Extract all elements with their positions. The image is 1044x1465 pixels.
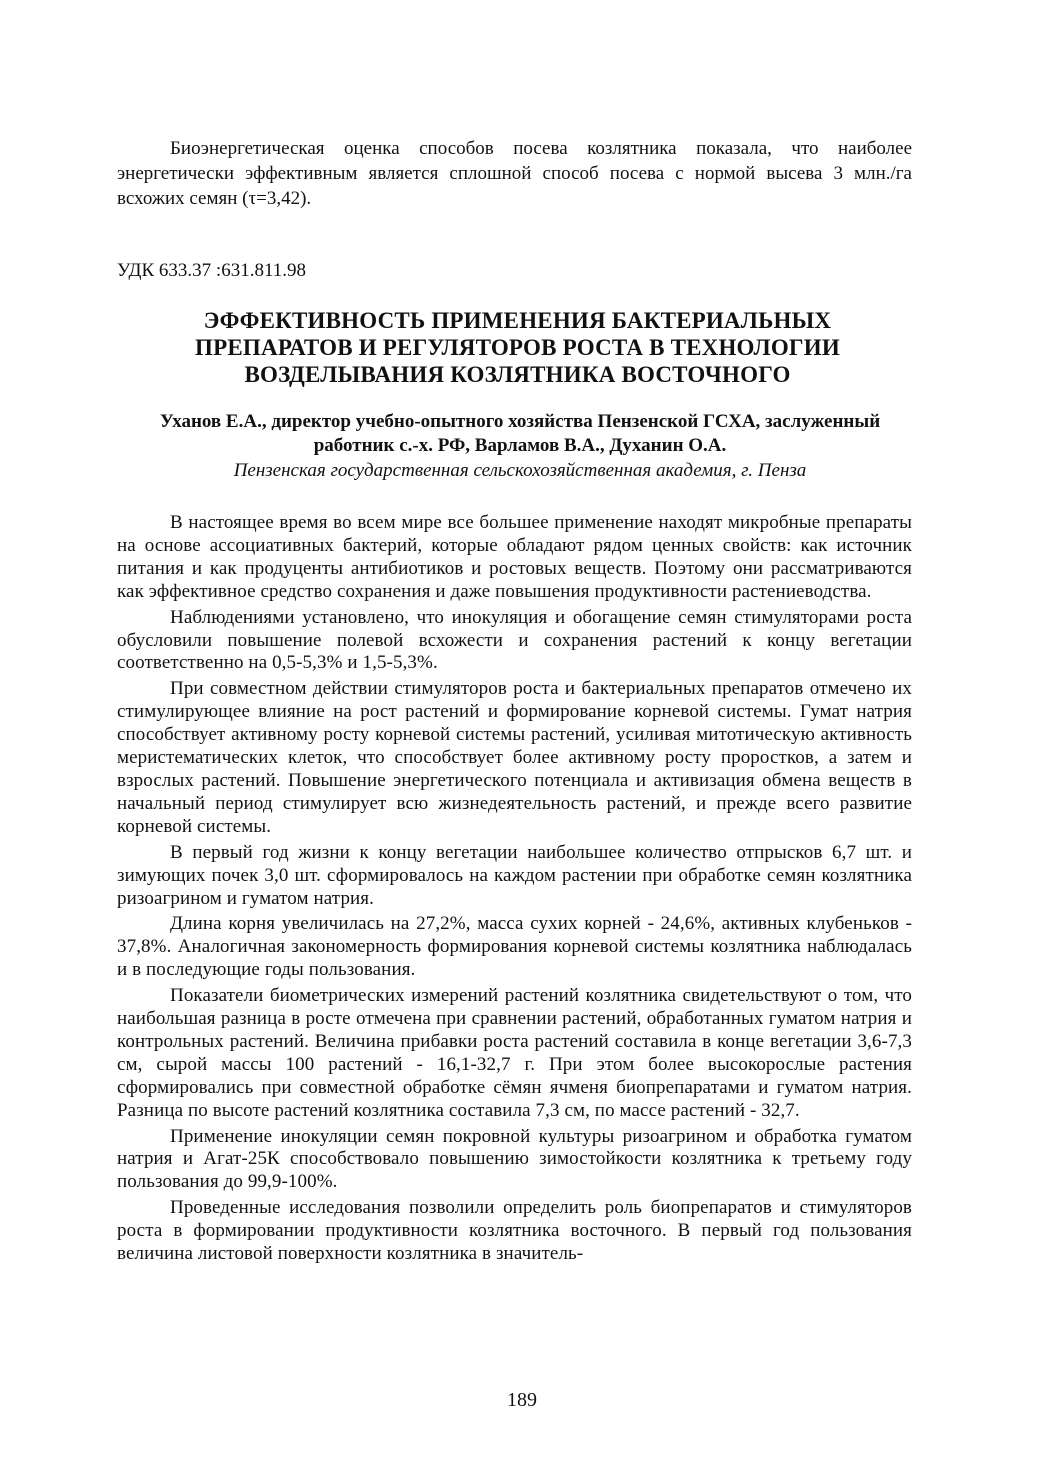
body-paragraph: Показатели биометрических измерений растений козлятника свидетельствуют о том, что наибольшая разница в росте отмечена при сравнении растений, обработанных гуматом натрия и контрольных растений. Величина прибавки роста растений составила в конце вегетации 3,6-7,3 см, сырой массы 100 растений - 16,1-32,7 г. При этом более высокорослые растения сформировались при совместной обработке сёмян ячменя биопрепаратами и гуматом натрия. Разница по высоте растений козлятника составила 7,3 см, по массе растений - 32,7. (117, 985, 912, 1121)
body-paragraph: Проведенные исследования позволили определить роль биопрепаратов и стимуляторов роста в формировании продуктивности козлятника восточного. В первый год пользования величина листовой поверхности козлятника в значитель- (117, 1197, 912, 1265)
udk-code: УДК 633.37 :631.811.98 (117, 260, 306, 281)
intro-paragraph: Биоэнергетическая оценка способов посева козлятника показала, что наиболее энергетически эффективным является сплошной способ посева с нормой высева 3 млн./га всхожих семян (τ=3,42). (117, 138, 912, 209)
body-paragraph: В настоящее время во всем мире все большее применение находят микробные препараты на основе ассоциативных бактерий, которые обладают рядом ценных свойств: как источник питания и как продуценты антибиотиков и ростовых веществ. Поэтому они рассматриваются как эффективное средство сохранения и даже повышения продуктивности растениеводства. (117, 512, 912, 602)
article-title (150, 307, 885, 388)
author-affiliation: Пензенская государственная сельскохозяйственная академия, г. Пенза (233, 460, 807, 481)
body-paragraph: Длина корня увеличилась на 27,2%, масса сухих корней - 24,6%, активных клубеньков - 37,8%. Аналогичная закономерность формирования корневой системы козлятника наблюдалась и в последующие годы пользования. (117, 913, 912, 981)
body-paragraph: В первый год жизни к концу вегетации наибольшее количество отпрысков 6,7 шт. и зимующих почек 3,0 шт. сформировалось на каждом растении при обработке семян козлятника ризоагрином и гуматом натрия. (117, 841, 912, 909)
body-paragraph: При совместном действии стимуляторов роста и бактериальных препаратов отмечено их стимулирующее влияние на рост растений и формирование корневой системы. Гумат натрия способствует активному росту корневой системы растений, усиливая митотическую активность меристематических клеток, что способствует более активному росту проростков, а затем и взрослых растений. Повышение энергетического потенциала и активизация обмена веществ в начальный период стимулирует всю жизнедеятельность растений, и прежде всего развитие корневой системы. (117, 678, 912, 837)
body-paragraph: Применение инокуляции семян покровной культуры ризоагрином и обработка гуматом натрия и Агат-25К способствовало повышению зимостойкости козлятника к третьему году пользования до 99,9-100%. (117, 1125, 912, 1193)
article-authors: Уханов Е.А., директор учебно-опытного хозяйства Пензенской ГСХА, заслуженный работник с.-х. РФ, Варламов В.А., Духанин О.А. (159, 411, 881, 456)
previous-article-ending (117, 136, 912, 211)
body-paragraph: Наблюдениями установлено, что инокуляция и обогащение семян стимуляторами роста обусловили повышение полевой всхожести и сохранения растений к концу вегетации соответственно на 0,5-5,3% и 1,5-5,3%. (117, 606, 912, 674)
title-line: ВОЗДЕЛЫВАНИЯ КОЗЛЯТНИКА ВОСТОЧНОГО (244, 362, 791, 387)
page-number: 189 (507, 1389, 537, 1411)
article-body (117, 512, 912, 1266)
title-line: ПРЕПАРАТОВ И РЕГУЛЯТОРОВ РОСТА В ТЕХНОЛОГИИ (195, 335, 840, 360)
title-line: ЭФФЕКТИВНОСТЬ ПРИМЕНЕНИЯ БАКТЕРИАЛЬНЫХ (203, 308, 832, 333)
